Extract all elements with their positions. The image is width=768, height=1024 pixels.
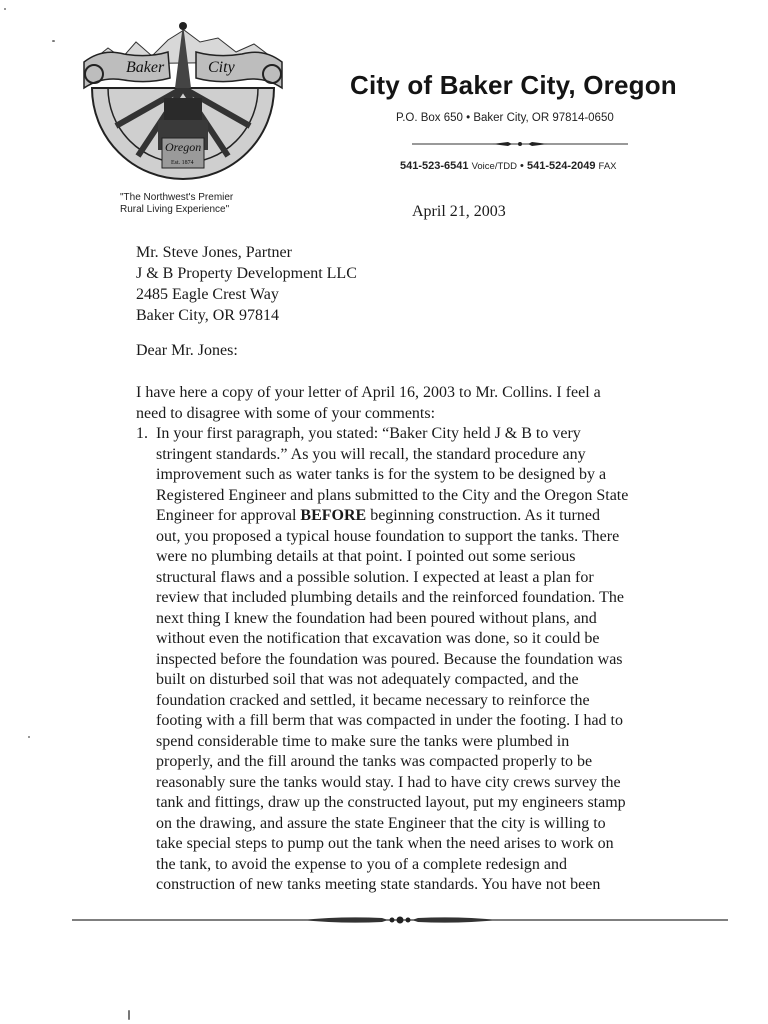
scan-speck [4, 8, 6, 10]
salutation: Dear Mr. Jones: [136, 342, 238, 359]
intro-paragraph [136, 383, 676, 424]
item-line: review that included plumbing details and the reinforced foundation. The [156, 589, 625, 606]
item-number: 1. [136, 425, 148, 442]
scan-speck [28, 736, 30, 738]
recipient-line-3: 2485 Eagle Crest Way [136, 286, 279, 303]
intro-line-1: I have here a copy of your letter of April 16, 2003 to Mr. Collins. I feel a [136, 384, 601, 401]
item-line-with-bold [156, 506, 684, 527]
item-line-tail: beginning construction. As it turned [366, 507, 600, 524]
item-line: on the drawing, and assure the state Engineer that the city is willing to [156, 814, 606, 832]
item-1-body [156, 424, 684, 896]
organization-address: P.O. Box 650 • Baker City, OR 97814-0650 [396, 112, 614, 124]
item-line: In your first paragraph, you stated: “Baker City held J & B to very [156, 425, 581, 442]
item-line: stringent standards.” As you will recall, the standard procedure any [156, 445, 586, 463]
item-line: construction of new tanks meeting state standards. You have not been [156, 876, 601, 893]
recipient-line-4: Baker City, OR 97814 [136, 307, 279, 324]
phone-label: Voice/TDD [471, 161, 517, 172]
tagline-line-1: "The Northwest's Premier [120, 192, 234, 203]
recipient-address [136, 242, 357, 326]
organization-title: City of Baker City, Oregon [350, 70, 677, 100]
item-line: inspected before the foundation was poured. Because the foundation was [156, 650, 623, 668]
item-line: next thing I knew the foundation had been poured without plans, and [156, 609, 597, 627]
bold-before-word: BEFORE [300, 507, 367, 524]
city-seal-logo [78, 18, 288, 186]
logo-oregon-text: Oregon [165, 140, 202, 154]
logo-city-text: City [208, 59, 235, 76]
scan-speck [128, 1010, 130, 1020]
phone-separator: • [520, 160, 524, 172]
item-line: spend considerable time to make sure the tanks were plumbed in [156, 732, 570, 750]
recipient-line-1: Mr. Steve Jones, Partner [136, 244, 292, 261]
logo-est-text: Est. 1874 [171, 160, 194, 166]
fax-label: FAX [598, 161, 617, 172]
item-line: reasonably sure the tanks would stay. I had to have city crews survey the [156, 773, 621, 791]
item-line: were no plumbing details at that point. I pointed out some serious [156, 548, 576, 565]
item-line: improvement such as water tanks is for the system to be designed by a [156, 466, 607, 483]
item-line: take special steps to pump out the tank when the need arises to work on [156, 835, 614, 852]
item-line: foundation cracked and settled, it became necessary to reinforce the [156, 691, 590, 709]
item-line: structural flaws and a possible solution. I expected at least a plan for [156, 568, 594, 586]
item-line: footing with a fill berm that was compacted in under the footing. I had to [156, 712, 623, 729]
numbered-item-1 [136, 424, 684, 896]
tagline-line-2: Rural Living Experience" [120, 204, 230, 215]
phone-number: 541-523-6541 [400, 160, 469, 172]
logo-baker-text: Baker [126, 59, 165, 76]
footer-ornament-rule [72, 910, 728, 930]
intro-line-2: need to disagree with some of your comments: [136, 404, 436, 422]
tagline [120, 192, 320, 216]
item-line: Registered Engineer and plans submitted to the City and the Oregon State [156, 486, 629, 504]
item-line: without even the notification that excavation was done, so it could be [156, 630, 600, 647]
fax-number: 541-524-2049 [526, 160, 596, 172]
item-line: tank and fittings, draw up the constructed layout, put my engineers stamp [156, 794, 626, 811]
scan-speck [52, 40, 55, 42]
item-line-head: Engineer for approval [156, 507, 301, 524]
item-line: the tank, to avoid the expense to you of a complete redesign and [156, 855, 567, 873]
item-line: properly, and the fill around the tanks was compacted properly to be [156, 753, 593, 770]
organization-phone-fax [400, 160, 617, 172]
recipient-line-2: J & B Property Development LLC [136, 265, 357, 282]
letter-date: April 21, 2003 [412, 203, 506, 220]
item-line: built on disturbed soil that was not adequately compacted, and the [156, 671, 579, 688]
item-line: out, you proposed a typical house foundation to support the tanks. There [156, 527, 620, 545]
letterhead-ornament-rule [412, 140, 628, 148]
